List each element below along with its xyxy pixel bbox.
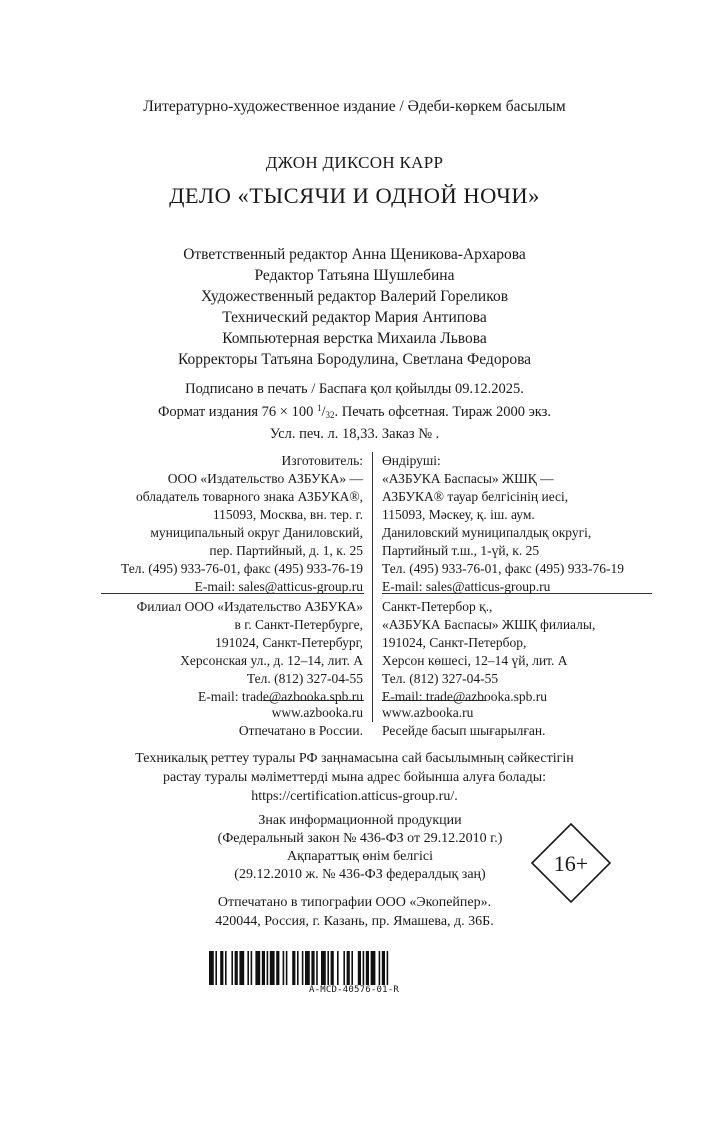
branch-line: Херсонская ул., д. 12–14, лит. А <box>180 653 363 668</box>
barcode <box>209 951 499 985</box>
manufacturer-line: ООО «Издательство АЗБУКА» — <box>167 471 363 486</box>
credit-line: Редактор Татьяна Шушлебина <box>254 267 455 284</box>
manufacturer-line: муниципальный округ Даниловский, <box>150 525 363 540</box>
manufacturer-line: 115093, Москва, вн. тер. г. <box>212 507 363 522</box>
printed-in: Ресейде басып шығарылған. <box>382 723 546 738</box>
branch-line: Тел. (812) 327-04-55 <box>246 671 363 686</box>
manufacturer-line: пер. Партийный, д. 1, к. 25 <box>209 543 363 558</box>
manufacturer-email: E-mail: sales@atticus-group.ru <box>382 579 551 594</box>
tech-regulation <box>0 749 709 806</box>
barcode-bar <box>316 951 318 985</box>
barcode-bar <box>382 951 385 985</box>
certification-url: https://certification.atticus-group.ru/. <box>251 789 458 804</box>
branch-line: Тел. (812) 327-04-55 <box>382 671 499 686</box>
web-kz <box>382 704 545 740</box>
barcode-bar <box>351 951 353 985</box>
branch-email: E-mail: trade@azbooka.spb.ru <box>198 689 363 704</box>
book-title: ДЕЛО «ТЫСЯЧИ И ОДНОЙ НОЧИ» <box>169 183 540 208</box>
manufacturer-line: Тел. (495) 933-76-01, факс (495) 933-76-19 <box>120 561 363 576</box>
sign-line: Ақпараттық өнім белгісі <box>286 849 434 864</box>
manufacturer-line: «АЗБУКА Баспасы» ЖШҚ — <box>382 471 554 486</box>
tech-line: растау туралы мәліметтерді мына адрес бойынша алуға болады: <box>162 770 547 785</box>
credit-line: Корректоры Татьяна Бородулина, Светлана Федорова <box>177 351 532 368</box>
age-rating-text: 16+ <box>553 851 589 876</box>
manufacturer-ru <box>121 452 363 596</box>
author-name: ДЖОН ДИКСОН КАРР <box>265 153 444 172</box>
signed-date: Подписано в печать / Баспаға қол қойылды 09.12.2025. <box>185 381 524 397</box>
website: www.azbooka.ru <box>382 705 474 720</box>
printed-in: Отпечатано в России. <box>238 723 363 738</box>
manufacturer-line: Изготовитель: <box>281 453 363 468</box>
branch-line: 191024, Санкт-Петербург, <box>215 635 363 650</box>
branch-email: E-mail: trade@azbooka.spb.ru <box>382 689 547 704</box>
edition-type: Литературно-художественное издание / Әдеби-көркем басылым <box>143 98 566 115</box>
credit-line: Ответственный редактор Анна Щеникова-Архарова <box>183 246 526 263</box>
age-rating-badge <box>530 822 612 904</box>
manufacturer-line: Партийный т.ш., 1-үй, к. 25 <box>382 543 540 558</box>
format-line <box>0 399 709 425</box>
manufacturer-line: Даниловский муниципалдық округі, <box>382 525 592 540</box>
barcode-bar <box>337 951 339 985</box>
info-product-sign <box>170 812 550 884</box>
branch-line: 191024, Санкт-Петербор, <box>382 635 527 650</box>
barcode-bar <box>270 951 275 985</box>
barcode-bar <box>305 951 310 985</box>
branch-line: Филиал ООО «Издательство АЗБУКА» <box>136 599 363 614</box>
branch-ru <box>137 598 363 706</box>
credits-list <box>0 244 709 370</box>
barcode-bar <box>283 951 285 985</box>
branch-kz <box>382 598 595 706</box>
manufacturer-line: АЗБУКА® тауар белгісінің иесі, <box>382 489 569 504</box>
column-divider <box>372 452 373 722</box>
sign-line: Знак информационной продукции <box>258 813 462 828</box>
format-numerator: 1 <box>316 403 322 413</box>
print-info <box>0 380 709 444</box>
barcode-bar <box>235 951 238 985</box>
barcode-bar <box>292 951 295 985</box>
sign-line: (29.12.2010 ж. № 436-ФЗ федералдық заң) <box>234 867 486 882</box>
barcode-label: A-MCD-40576-01-R <box>309 985 399 995</box>
tech-line: Техникалық реттеу туралы РФ заңнамасына сай басылымның сәйкестігін <box>135 751 574 766</box>
manufacturer-line: 115093, Мәскеу, қ. іш. аум. <box>382 507 535 522</box>
barcode-bar <box>366 951 369 985</box>
barcode-bar <box>276 951 279 985</box>
order-line: Усл. печ. л. 18,33. Заказ № . <box>269 426 440 442</box>
barcode-bar <box>247 951 249 985</box>
website: www.azbooka.ru <box>271 705 363 720</box>
barcode-bar <box>327 951 329 985</box>
barcode-bar <box>267 951 269 985</box>
barcode-bar <box>363 951 365 985</box>
branch-line: «АЗБУКА Баспасы» ЖШҚ филиалы, <box>382 617 596 632</box>
barcode-bar <box>262 951 265 985</box>
barcode-bar <box>215 951 217 985</box>
barcode-bar <box>387 951 389 985</box>
barcode-bar <box>343 951 345 985</box>
barcode-bar <box>231 951 233 985</box>
barcode-bar <box>371 951 376 985</box>
barcode-bar <box>251 951 253 985</box>
barcode-bar <box>347 951 350 985</box>
barcode-bar <box>209 951 214 985</box>
barcode-bar <box>239 951 244 985</box>
credit-line: Компьютерная верстка Михаила Львова <box>222 330 487 347</box>
printer-info <box>0 893 709 931</box>
barcode-bar <box>331 951 334 985</box>
barcode-bar <box>220 951 223 985</box>
branch-line: в г. Санкт-Петербурге, <box>234 617 363 632</box>
format-suffix: . Печать офсетная. Тираж 2000 экз. <box>334 404 552 420</box>
credit-line: Художественный редактор Валерий Гореликов <box>200 288 509 305</box>
printer-address: 420044, Россия, г. Казань, пр. Ямашева, д. 36Б. <box>215 914 494 929</box>
format-prefix: Формат издания 76 × 100 <box>157 404 317 420</box>
barcode-bar <box>302 951 304 985</box>
barcode-bar <box>297 951 299 985</box>
barcode-bar <box>255 951 260 985</box>
printer-line: Отпечатано в типографии ООО «Экопейпер». <box>217 895 492 910</box>
manufacturer-kz <box>382 452 624 596</box>
format-slash: / <box>321 404 326 420</box>
manufacturer-email: E-mail: sales@atticus-group.ru <box>194 579 363 594</box>
format-denominator: 32 <box>325 410 335 420</box>
manufacturer-line: Өндіруші: <box>382 453 441 468</box>
manufacturer-line: обладатель товарного знака АЗБУКА®, <box>135 489 363 504</box>
barcode-bar <box>311 951 314 985</box>
barcode-bar <box>286 951 288 985</box>
barcode-bar <box>379 951 381 985</box>
barcode-bar <box>321 951 326 985</box>
barcode-bar <box>358 951 361 985</box>
branch-line: Херсон көшесі, 12–14 үй, лит. А <box>382 653 568 668</box>
branch-line: Санкт-Петербор қ., <box>382 599 493 614</box>
credit-line: Технический редактор Мария Антипова <box>222 309 487 326</box>
barcode-bar <box>225 951 227 985</box>
sign-line: (Федеральный закон № 436-ФЗ от 29.12.2010 г.) <box>217 831 503 846</box>
manufacturer-line: Тел. (495) 933-76-01, факс (495) 933-76-19 <box>382 561 625 576</box>
web-ru <box>239 704 363 740</box>
